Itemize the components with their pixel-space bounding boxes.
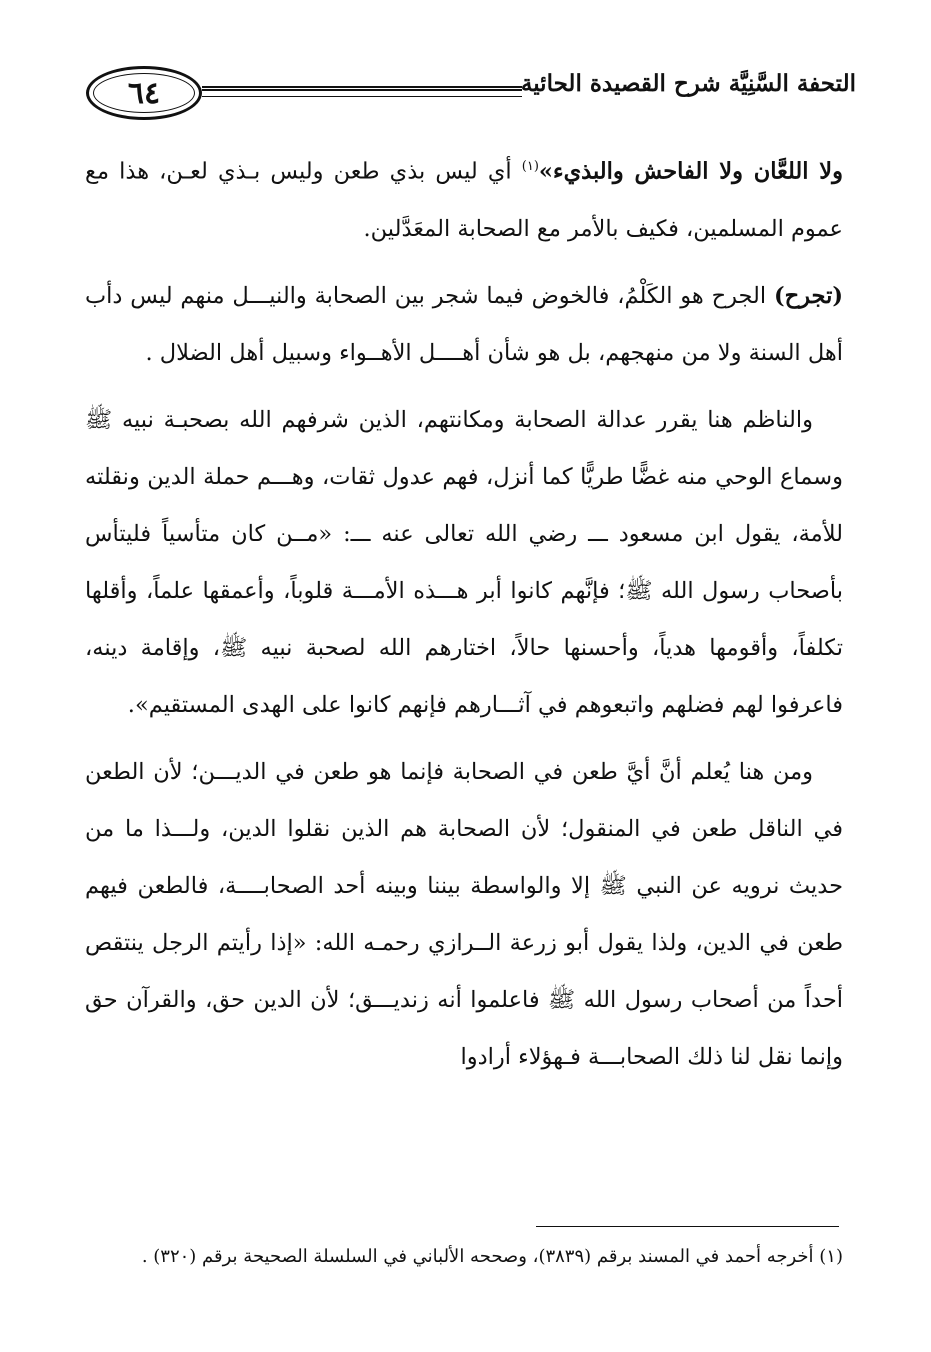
paragraph-3 <box>85 392 843 734</box>
bold-lead-text: ولا اللعَّان ولا الفاحش والبذيء» <box>538 158 843 185</box>
header-double-rule <box>202 86 522 91</box>
page-header <box>86 62 856 126</box>
page-number: ٦٤ <box>86 66 202 120</box>
footnote-separator <box>536 1226 839 1227</box>
footnote-marker: (١) <box>521 159 539 174</box>
book-title: التحفة السَّنِيَّة شرح القصيدة الحائية <box>520 70 856 97</box>
paragraph-2 <box>85 268 843 382</box>
paragraph-text: أي ليس بذي طعن وليس بـذي لعـن، هذا مع عموم المسلمين، فكيف بالأمر مع الصحابة المعَدَّلين. <box>85 158 843 242</box>
paragraph-text: ومن هنا يُعلم أنَّ أيَّ طعن في الصحابة فإنما هو طعن في الديـــن؛ لأن الطعن في الناقل طعن في المنقول؛ لأن الصحابة هم الذين نقلوا الدين، ولـــذا ما من حديث نرويه عن النبي ﷺ إلا والواسطة بيننا وبينه أحد الصحابــــة، فالطعن فيهم طعن في الدين، ولذا يقول أبو زرعة الــرازي رحمـه الله: «إذا رأيتم الرجل ينتقص أحداً من أصحاب رسول الله ﷺ فاعلموا أنه زنديـــق؛ لأن الدين حق، والقرآن حق وإنما نقل لنا ذلك الصحابـــة فـهؤلاء أرادوا <box>85 758 843 1070</box>
paragraph-text: والناظم هنا يقرر عدالة الصحابة ومكانتهم، الذين شرفهم الله بصحبـة نبيه ﷺ وسماع الوحي منه غضًّا طريًّا كما أنزل، فهم عدول ثقات، وهـــم حملة الدين ونقلته للأمة، يقول ابن مسعود ـــ رضي الله تعالى عنه ـــ: «مــن كان متأسياً فليتأس بأصحاب رسول الله ﷺ؛ فإنَّهم كانوا أبر هـــذه الأمـــة قلوباً، وأعمقها علماً، وأقلها تكلفاً، وأقومها هدياً، وأحسنها حالاً، اختارهم الله لصحبة نبيه ﷺ، وإقامة دينه، فاعرفوا لهم فضلهم واتبعوهم في آثـــارهم فإنهم كانوا على الهدى المستقيم». <box>85 406 843 718</box>
bold-lead-text: (تجرح) <box>773 282 843 309</box>
header-thin-rule <box>202 96 522 97</box>
paragraph-text: الجرح هو الكَلْمُ، فالخوض فيما شجر بين الصحابة والنيـــل منهم ليس دأب أهل السنة ولا من منهجهم، بل هو شأن أهــــل الأهــواء وسبيل أهل الضلال . <box>85 282 843 366</box>
paragraph-1 <box>85 138 843 258</box>
footnote: (١) أخرجه أحمد في المسند برقم (٣٨٣٩)، وصححه الألباني في السلسلة الصحيحة برقم (٣٢٠) . <box>141 1246 843 1267</box>
page-body <box>85 138 843 1096</box>
paragraph-4 <box>85 744 843 1086</box>
